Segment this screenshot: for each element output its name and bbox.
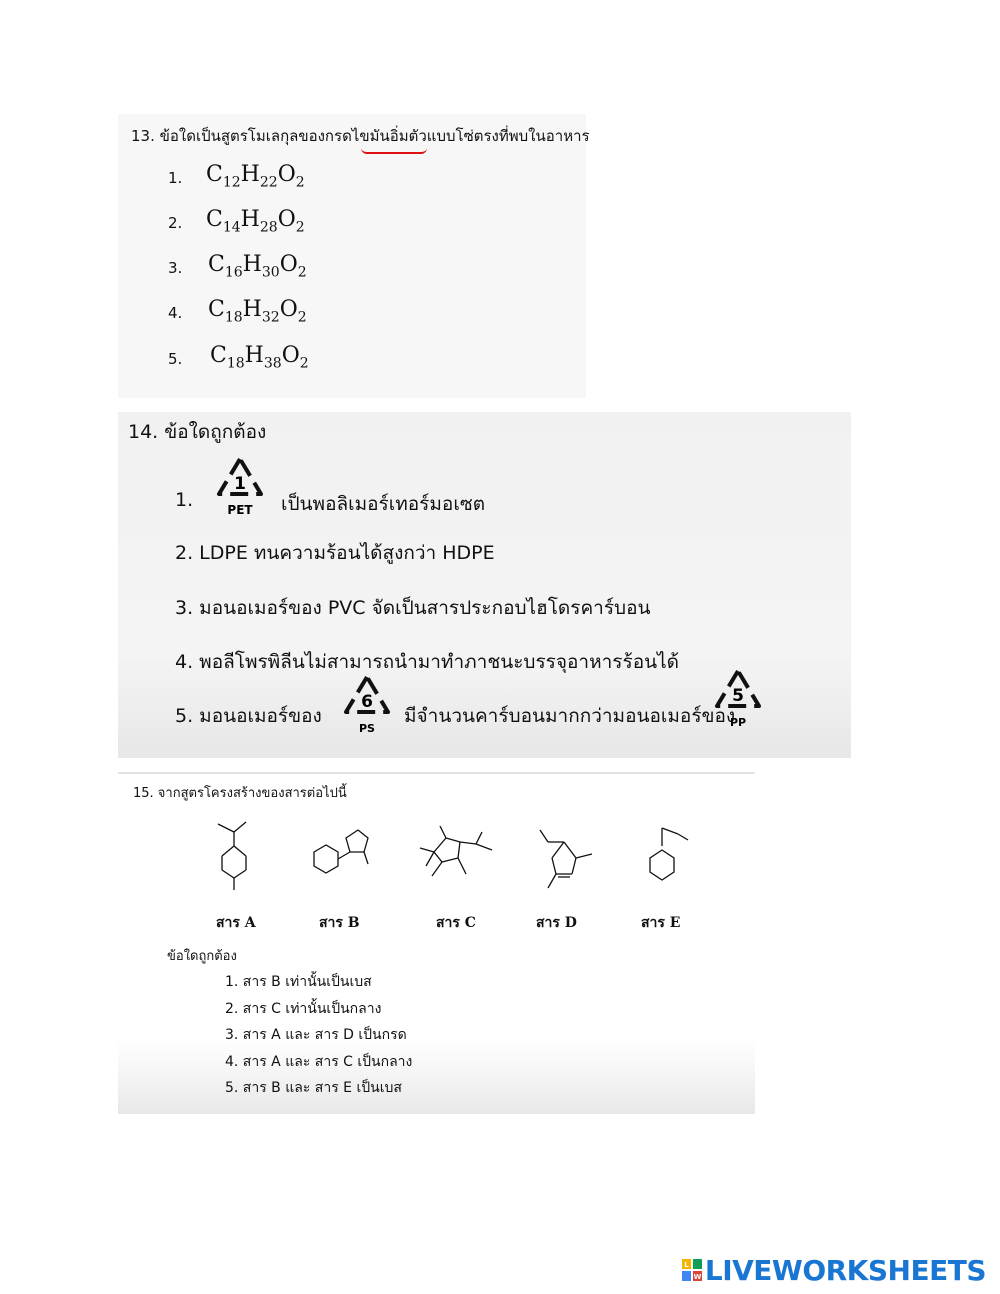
recycle-code: PET (227, 503, 253, 517)
recycle-code: PS (359, 722, 375, 735)
q13-option-number: 1. (168, 169, 183, 187)
molecule-b-structure-icon (296, 822, 376, 901)
q13-option-number: 5. (168, 350, 183, 368)
q13-option-formula[interactable]: $C_{12}H_{22}O_2$ (206, 162, 305, 191)
molecule-e-label: สาร E (641, 915, 681, 931)
molecule-b-label: สาร B (319, 915, 360, 931)
q14-option-2[interactable]: 2. LDPE ทนความร้อนได้สูงกว่า HDPE (175, 542, 495, 564)
recycle-pp-icon (709, 668, 767, 734)
recycle-code: PP (729, 716, 747, 729)
q14-option-3[interactable]: 3. มอนอเมอร์ของ PVC จัดเป็นสารประกอบไฮโดรคาร์บอน (175, 597, 651, 619)
red-underline-mark (361, 148, 427, 154)
question-13-title: 13. ข้อใดเป็นสูตรโมเลกุลของกรดไขมันอิ่มตัวแบบโซ่ตรงที่พบในอาหาร (131, 127, 590, 145)
molecule-d-label: สาร D (536, 915, 577, 931)
molecule-c-label: สาร C (436, 915, 476, 931)
recycle-number: 5 (732, 686, 744, 706)
q15-option-2[interactable]: 2. สาร C เท่านั้นเป็นกลาง (225, 1001, 382, 1017)
q15-option-1[interactable]: 1. สาร B เท่านั้นเป็นเบส (225, 974, 372, 990)
q14-option-4[interactable]: 4. พอลีโพรพิลีนไม่สามารถนำมาทำภาชนะบรรจุอาหารร้อนได้ (175, 651, 679, 673)
recycle-number: 1 (234, 474, 246, 494)
liveworksheets-footer (681, 1252, 986, 1288)
molecule-d-structure-icon (526, 820, 611, 904)
svg-text:L: L (684, 1261, 689, 1269)
molecule-c-structure-icon (410, 818, 505, 902)
q13-option-number: 3. (168, 259, 183, 277)
question-15-panel (118, 772, 755, 1114)
recycle-ps-icon (338, 674, 396, 740)
question-14-title: 14. ข้อใดถูกต้อง (128, 421, 267, 443)
recycle-pet-icon (211, 456, 269, 522)
q14-option-5-part-a[interactable]: 5. มอนอเมอร์ของ (175, 705, 322, 727)
q13-option-number: 4. (168, 304, 183, 322)
q13-option-formula[interactable]: $C_{18}H_{38}O_2$ (210, 343, 309, 372)
q14-option-5-part-b[interactable]: มีจำนวนคาร์บอนมากกว่ามอนอเมอร์ของ (404, 705, 736, 727)
liveworksheets-brand[interactable]: LIVEWORKSHEETS (704, 1253, 986, 1287)
q13-option-number: 2. (168, 214, 183, 232)
molecule-a-label: สาร A (216, 915, 256, 931)
recycle-number: 6 (361, 692, 373, 712)
molecule-e-structure-icon (632, 820, 702, 904)
question-15-title: 15. จากสูตรโครงสร้างของสารต่อไปนี้ (133, 786, 347, 801)
molecule-a-structure-icon (196, 814, 276, 903)
q15-option-5[interactable]: 5. สาร B และ สาร E เป็นเบส (225, 1080, 402, 1096)
q14-option-1-number: 1. (175, 489, 194, 511)
svg-text:W: W (693, 1273, 702, 1281)
q14-option-1-text[interactable]: เป็นพอลิเมอร์เทอร์มอเซต (281, 493, 486, 515)
question-15-subtitle: ข้อใดถูกต้อง (167, 949, 237, 964)
question-14-panel (118, 412, 851, 758)
q13-option-formula[interactable]: $C_{16}H_{30}O_2$ (208, 252, 307, 281)
q13-option-formula[interactable]: $C_{14}H_{28}O_2$ (206, 207, 305, 236)
q15-option-4[interactable]: 4. สาร A และ สาร C เป็นกลาง (225, 1054, 413, 1070)
q15-option-3[interactable]: 3. สาร A และ สาร D เป็นกรด (225, 1027, 407, 1043)
liveworksheets-logo-icon (681, 1258, 703, 1282)
q13-option-formula[interactable]: $C_{18}H_{32}O_2$ (208, 297, 307, 326)
question-13-panel (118, 114, 590, 398)
